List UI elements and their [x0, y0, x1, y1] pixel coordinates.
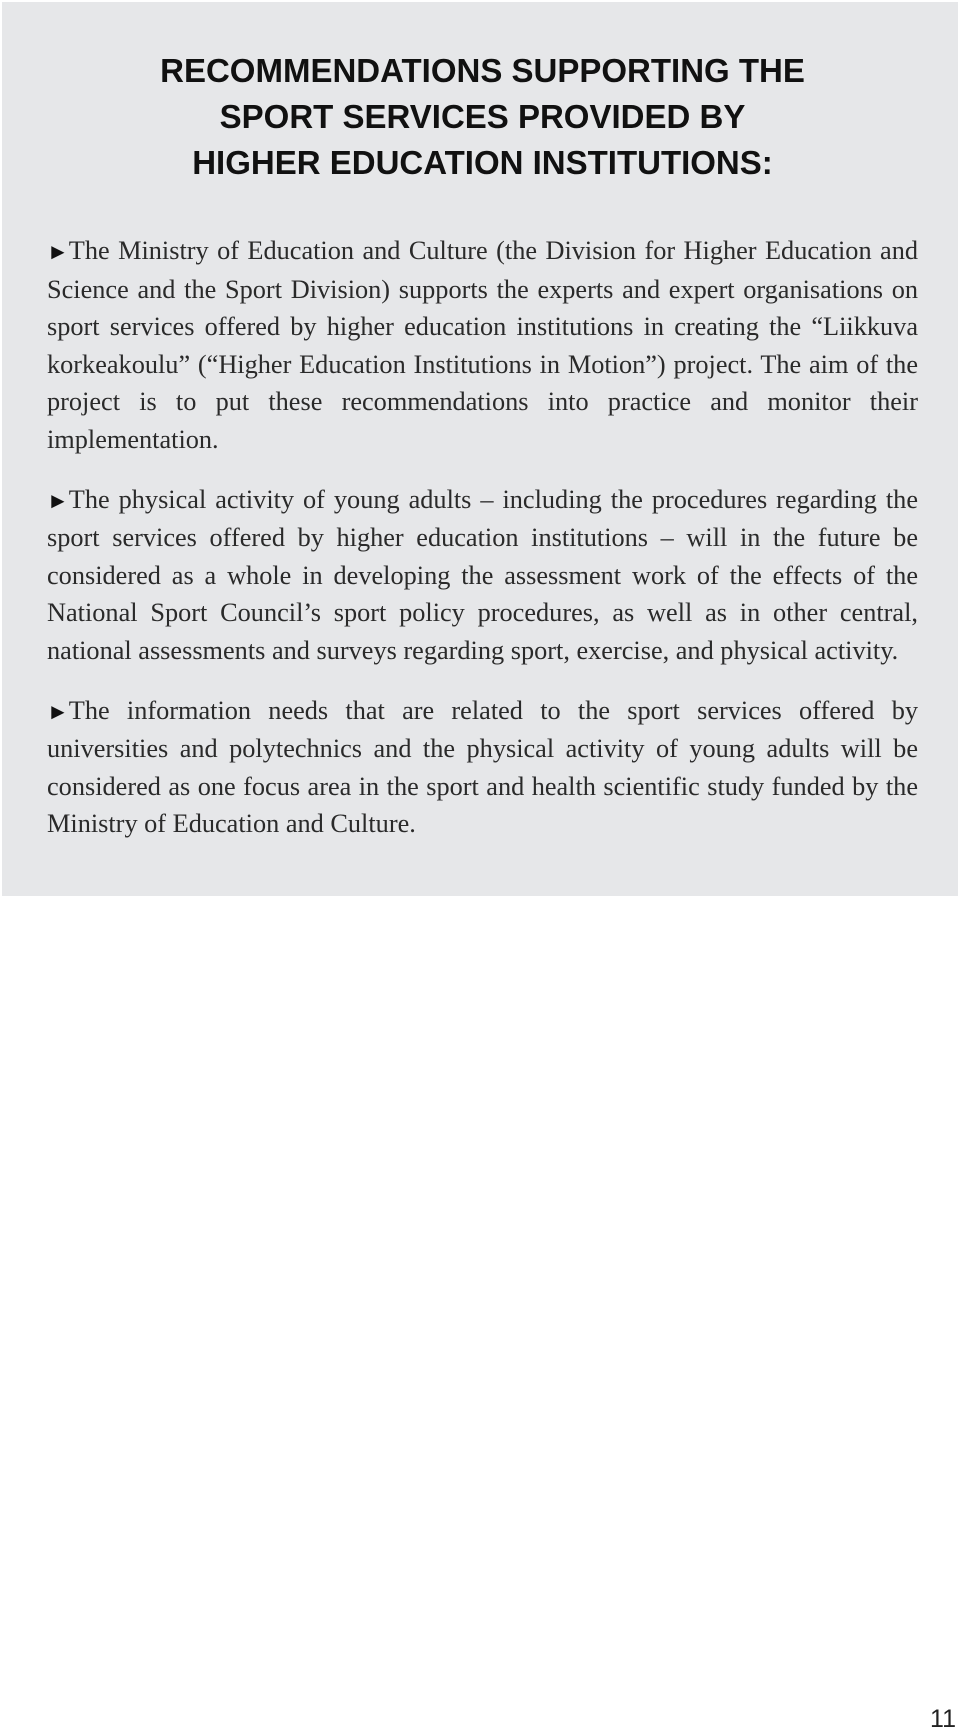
recommendation-paragraph-1: [47, 232, 918, 459]
triangle-bullet-icon: ►: [47, 698, 69, 724]
recommendation-text-3: The information needs that are related to the sport services offered by universities and polytechnics and the physical activity of young adults will be considered as one focus area in the sport and health scientific study funded by the Ministry of Education and Culture.: [47, 695, 918, 839]
heading-line-2: SPORT SERVICES PROVIDED BY: [219, 98, 746, 135]
recommendation-text-1: The Ministry of Education and Culture (the Division for Higher Education and Science and the Sport Division) supports the experts and expert organisations on sport services offered by higher education institutions in creating the “Liikkuva korkeakoulu” (“Higher Education Institutions in Motion”) project. The aim of the project is to put these recommendations into practice and monitor their implementation.: [47, 236, 918, 454]
triangle-bullet-icon: ►: [47, 239, 69, 264]
recommendation-paragraph-2: [47, 481, 918, 670]
recommendations-heading: [47, 48, 918, 186]
page-number: 11: [930, 1705, 956, 1733]
triangle-bullet-icon: ►: [47, 487, 69, 513]
heading-line-3: HIGHER EDUCATION INSTITUTIONS:: [192, 144, 773, 181]
recommendations-box: [2, 2, 958, 896]
heading-line-1: RECOMMENDATIONS SUPPORTING THE: [160, 52, 805, 89]
recommendation-text-2: The physical activity of young adults – including the procedures regarding the sport services offered by higher education institutions – will in the future be considered as a whole in developing the assessment work of the effects of the National Sport Council’s sport policy procedures, as well as in other central, national assessments and surveys regarding sport, exercise, and physical activity.: [47, 484, 918, 665]
recommendation-paragraph-3: [47, 692, 918, 843]
